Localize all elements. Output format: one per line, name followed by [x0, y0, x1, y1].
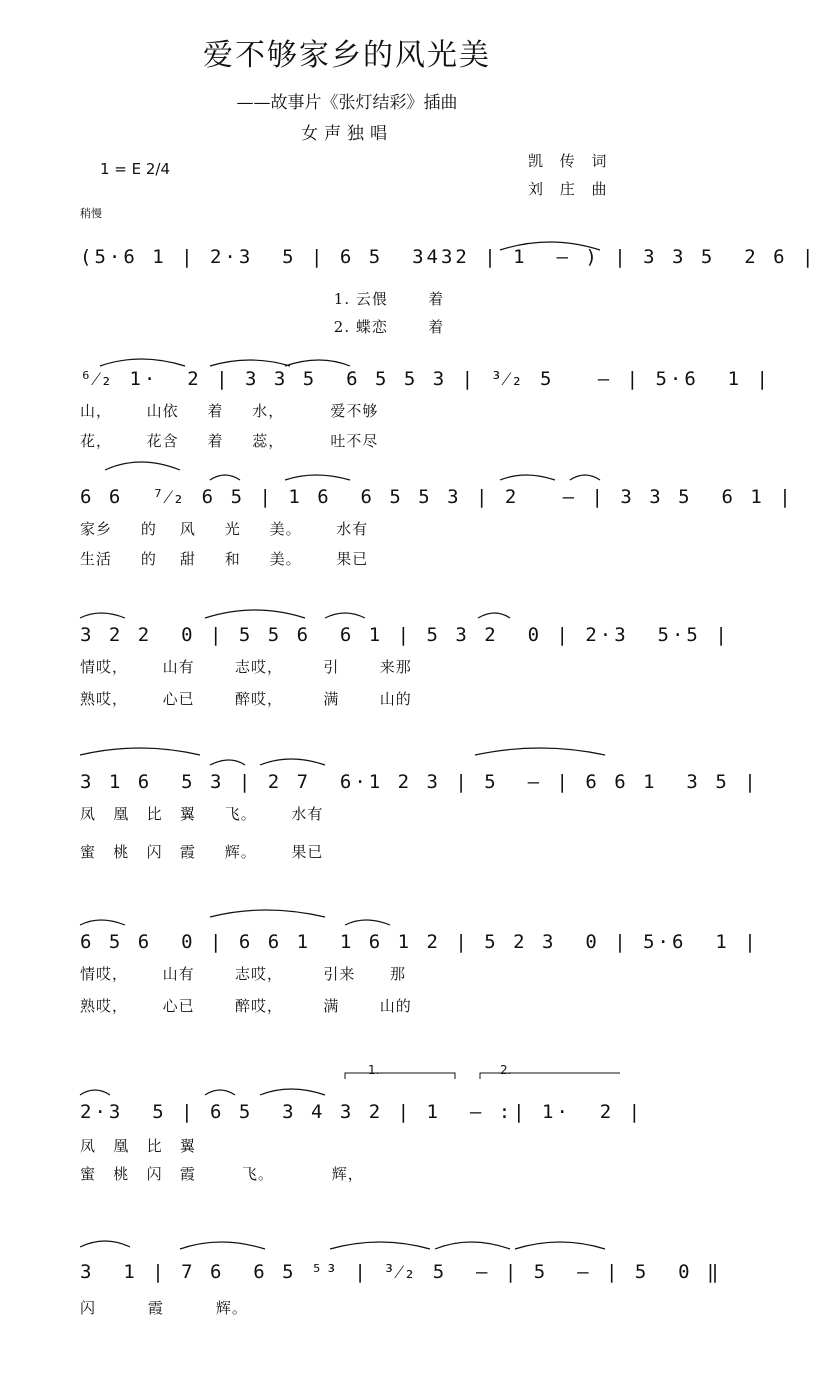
lyric-verse-2: 花， 花含 着 蕊， 吐不尽: [80, 432, 379, 450]
lyric-verse-2: 蜜 桃 闪 霞 飞。 辉，: [80, 1165, 364, 1183]
lyric-verse-2: 蜜 桃 闪 霞 辉。 果已: [80, 843, 324, 861]
lyric-verse-2: 熟哎， 心已 醉哎， 满 山的: [80, 997, 412, 1015]
key-signature: 1 = E 2/4: [100, 160, 171, 178]
lyric-verse-1: 凤 凰 比 翼 飞。 水有: [80, 805, 324, 823]
song-subtitle: ——故事片《张灯结彩》插曲: [236, 93, 458, 113]
lyric-verse-1: 1. 云偎 着: [80, 290, 445, 308]
notation-line: (5·6 1 | 2·3 5 | 6 5 3432 | 1 — ) | 3 3 5 2 6 |: [80, 246, 816, 268]
lyric-verse-2: 生活 的 甜 和 美。 果已: [80, 550, 369, 568]
lyric-verse-1: 山， 山依 着 水， 爱不够: [80, 402, 379, 420]
lyric-verse-1: 凤 凰 比 翼: [80, 1137, 196, 1155]
notation-line: 6 6 ⁷⁄₂ 6 5 | 1 6 6 5 5 3 | 2 — | 3 3 5 6 1 |: [80, 486, 794, 508]
lyric-verse-2: 熟哎， 心已 醉哎， 满 山的: [80, 690, 412, 708]
lyric-verse-1: 情哎， 山有 志哎， 引来 那: [80, 965, 406, 983]
notation-line: 3 2 2 0 | 5 5 6 6 1 | 5 3 2 0 | 2·3 5·5 |: [80, 624, 730, 646]
notation-line: 2·3 5 | 6 5 3 4 3 2 | 1 — :| 1· 2 |: [80, 1101, 644, 1123]
volta-2-label: 2.: [500, 1063, 512, 1077]
tempo-marking: 稍慢: [80, 207, 102, 220]
lyric-verse-1: 家乡 的 风 光 美。 水有: [80, 520, 369, 538]
notation-line: 6 5 6 0 | 6 6 1 1 6 1 2 | 5 2 3 0 | 5·6 1 |: [80, 931, 759, 953]
notation-line: 3 1 6 5 3 | 2 7 6·1 2 3 | 5 — | 6 6 1 3 5 |: [80, 771, 759, 793]
lyric-verse-2: 2. 蝶恋 着: [80, 318, 445, 336]
lyric-verse-1: 闪 霞 辉。: [80, 1299, 248, 1317]
lyric-verse-1: 情哎， 山有 志哎， 引 来那: [80, 658, 412, 676]
composer-credit: 刘 庄 曲: [528, 180, 613, 198]
song-title: 爱不够家乡的风光美: [203, 38, 491, 73]
volta-1-label: 1.: [368, 1063, 380, 1077]
notation-line: ⁶⁄₂ 1· 2 | 3 3 5 6 5 5 3 | ³⁄₂ 5 — | 5·6 1 |: [80, 368, 771, 390]
lyricist-credit: 凯 传 词: [528, 152, 613, 170]
notation-line: 3 1 | 7 6 6 5 ⁵³ | ³⁄₂ 5 — | 5 — | 5 0 ‖: [80, 1261, 722, 1283]
performance-type: 女声独唱: [301, 124, 393, 144]
